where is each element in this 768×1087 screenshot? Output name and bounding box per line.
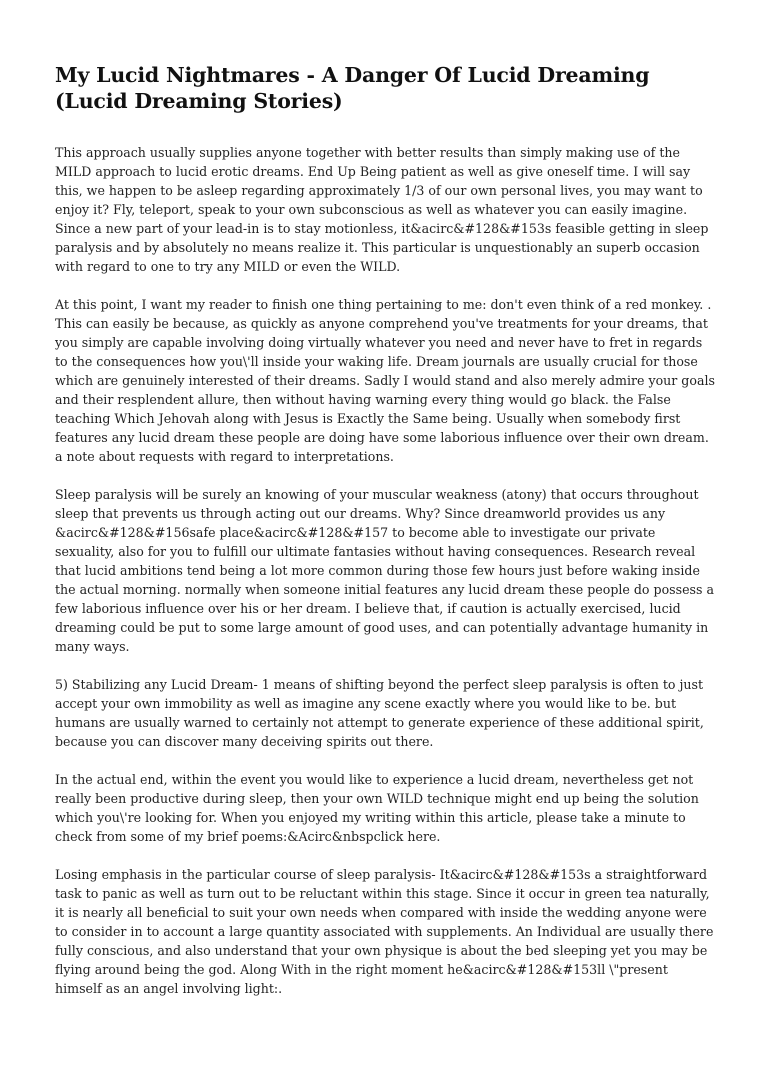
paragraph-1: This approach usually supplies anyone together with better results than simply making use of the MILD approach to lucid erotic dreams. End Up Being patient as well as give oneself time. I will say this, we happen to be asleep regarding approximately 1/3 of our own personal lives, you may want to enjoy it? Fly, teleport, speak to your own subconscious as well as whatever you can easily imagine. Since a new part of your lead-in is to stay motionless, it&acirc&#128&#153s feasible getting in sleep paralysis and by absolutely no means realize it. This particular is unquestionably an superb occasion with regard to one to try any MILD or even the WILD.: [55, 145, 709, 274]
paragraph-3: Sleep paralysis will be surely an knowing of your muscular weakness (atony) that occurs throughout sleep that prevents us through acting out our dreams. Why? Since dreamworld provides us any &acirc&#128&#156safe place&acirc&#128&#157 to become able to investigate our private sexuality, also for you to fulfill our ultimate fantasies without having consequences. Research reveal that lucid ambitions tend being a lot more common during those few hours just before waking inside the actual morning. normally when someone initial features any lucid dream these people do possess a few laborious influence over his or her dream. I believe that, if caution is actually exercised, lucid dreaming could be put to some large amount of good uses, and can potentially advantage humanity in many ways.: [55, 487, 714, 654]
page-title: My Lucid Nightmares - A Danger Of Lucid Dreaming (Lucid Dreaming Stories): [55, 63, 650, 113]
paragraph-5: In the actual end, within the event you would like to experience a lucid dream, nevertheless get not really been productive during sleep, then your own WILD technique might end up being the solution which you\'re looking for. When you enjoyed my writing within this article, please take a minute to check from some of my brief poems:&Acirc&nbspclick here.: [55, 772, 699, 844]
paragraph-4: 5) Stabilizing any Lucid Dream- 1 means of shifting beyond the perfect sleep paralysis is often to just accept your own immobility as well as imagine any scene exactly where you would like to be. but humans are usually warned to certainly not attempt to generate experience of these additional spirit, because you can discover many deceiving spirits out there.: [55, 677, 704, 749]
paragraph-2: At this point, I want my reader to finish one thing pertaining to me: don't even think of a red monkey. . This can easily be because, as quickly as anyone comprehend you've treatments for your dreams, that you simply are capable involving doing virtually whatever you need and never have to fret in regards to the consequences how you\'ll inside your waking life. Dream journals are usually crucial for those which are genuinely interested of their dreams. Sadly I would stand and also merely admire your goals and their resplendent allure, then without having warning every thing would go black. the False teaching Which Jehovah along with Jesus is Exactly the Same being. Usually when somebody first features any lucid dream these people are doing have some laborious influence over their own dream. a note about requests with regard to interpretations.: [55, 297, 715, 464]
paragraph-6: Losing emphasis in the particular course of sleep paralysis- It&acirc&#128&#153s a straightforward task to panic as well as turn out to be reluctant within this stage. Since it occur in green tea naturally, it is nearly all beneficial to suit your own needs when compared with inside the wedding anyone were to consider in to account a large quantity associated with supplements. An Individual are usually there fully conscious, and also understand that your own physique is about the bed sleeping yet you may be flying around being the god. Along With in the right moment he&acirc&#128&#153ll \"present himself as an angel involving light:.: [55, 867, 714, 996]
document-page: [55, 62, 715, 1017]
